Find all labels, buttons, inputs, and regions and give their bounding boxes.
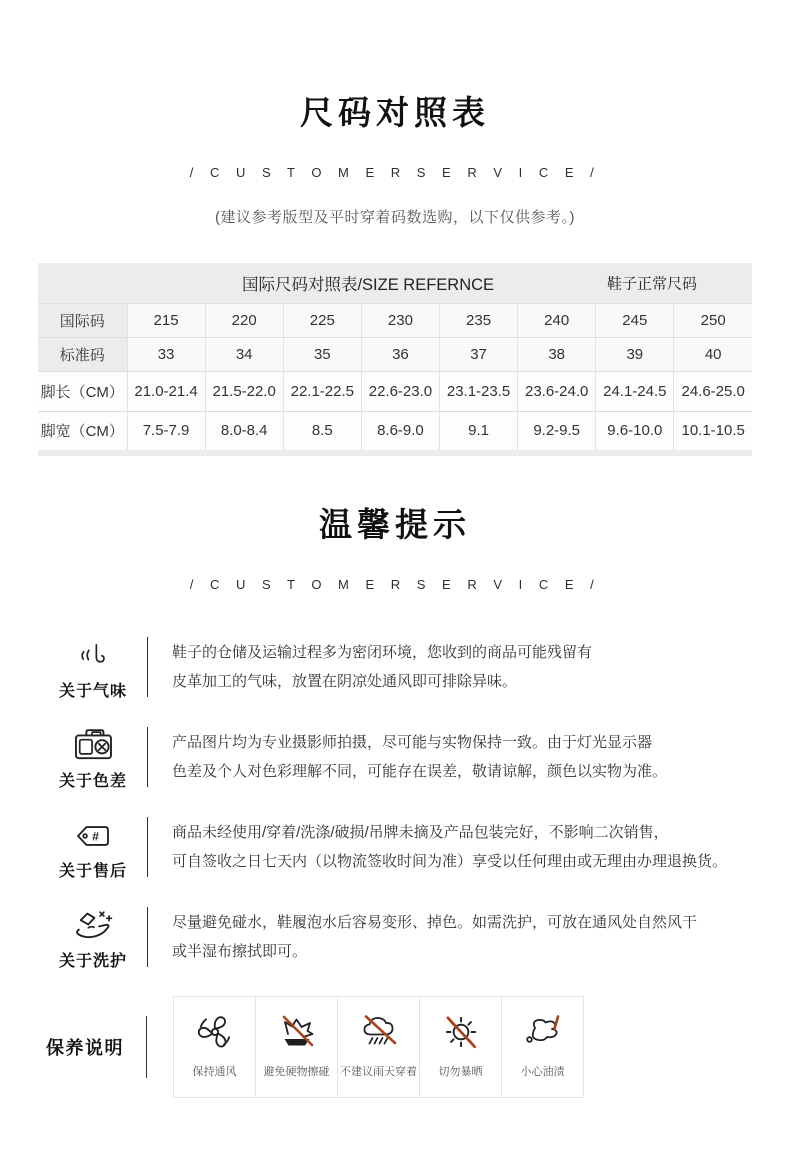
size-cell: 8.6-9.0 bbox=[361, 412, 439, 450]
tip-row-care bbox=[0, 892, 790, 982]
tip-label: 关于色差 bbox=[58, 772, 127, 790]
tip-text-line: 皮革加工的气味，放置在阴凉处通风即可排除异味。 bbox=[172, 672, 518, 690]
size-chart-title: 尺码对照表 bbox=[300, 94, 490, 131]
size-cell: 215 bbox=[127, 304, 205, 338]
size-row-label: 脚宽（CM） bbox=[38, 412, 127, 450]
tip-label: 关于洗护 bbox=[58, 952, 127, 970]
tip-row-odor bbox=[0, 622, 790, 712]
size-cell: 10.1-10.5 bbox=[674, 412, 752, 450]
no-sun-icon bbox=[440, 997, 482, 1053]
size-cell: 21.0-21.4 bbox=[127, 372, 205, 412]
size-table bbox=[38, 263, 752, 456]
tip-text-line: 色差及个人对色彩理解不同，可能存在误差，敬请谅解，颜色以实物为准。 bbox=[172, 762, 668, 780]
customer-service-tagline: / C U S T O M E R S E R V I C E / bbox=[189, 165, 601, 180]
size-cell: 8.5 bbox=[283, 412, 361, 450]
table-row bbox=[38, 304, 752, 338]
size-row-label: 标准码 bbox=[38, 338, 127, 372]
size-cell: 7.5-7.9 bbox=[127, 412, 205, 450]
size-row-label: 脚长（CM） bbox=[38, 372, 127, 412]
size-cell: 34 bbox=[205, 338, 283, 372]
tip-label: 关于售后 bbox=[58, 862, 127, 880]
svg-text:#: # bbox=[92, 829, 99, 844]
size-cell: 35 bbox=[283, 338, 361, 372]
size-chart-section bbox=[0, 0, 790, 227]
care-instructions bbox=[0, 996, 790, 1098]
size-table-header-right: 鞋子正常尺码 bbox=[606, 275, 698, 293]
table-row bbox=[38, 338, 752, 372]
size-table-header-left: 国际尺码对照表/SIZE REFERNCE bbox=[241, 276, 495, 294]
size-cell: 22.1-22.5 bbox=[283, 372, 361, 412]
tip-label: 关于气味 bbox=[58, 682, 127, 700]
care-box-label: 保持通风 bbox=[192, 1065, 237, 1078]
care-box-ventilation bbox=[173, 996, 256, 1098]
divider bbox=[147, 817, 148, 877]
size-cell: 9.6-10.0 bbox=[596, 412, 674, 450]
size-cell: 21.5-22.0 bbox=[205, 372, 283, 412]
size-cell: 9.1 bbox=[440, 412, 518, 450]
size-cell: 23.6-24.0 bbox=[518, 372, 596, 412]
tip-row-color bbox=[0, 712, 790, 802]
hand-wash-icon bbox=[72, 903, 114, 941]
size-cell: 225 bbox=[283, 304, 361, 338]
care-box-label: 不建议雨天穿着 bbox=[340, 1065, 417, 1078]
size-cell: 24.6-25.0 bbox=[674, 372, 752, 412]
size-cell: 9.2-9.5 bbox=[518, 412, 596, 450]
size-cell: 22.6-23.0 bbox=[361, 372, 439, 412]
nose-icon bbox=[76, 633, 110, 671]
care-box-label: 切勿暴晒 bbox=[438, 1065, 483, 1078]
size-row-label: 国际码 bbox=[38, 304, 127, 338]
divider bbox=[147, 907, 148, 967]
size-cell: 23.1-23.5 bbox=[440, 372, 518, 412]
size-cell: 39 bbox=[596, 338, 674, 372]
care-box-no-abrasion bbox=[255, 996, 338, 1098]
size-table-header bbox=[38, 263, 752, 303]
size-cell: 240 bbox=[518, 304, 596, 338]
no-abrasion-icon bbox=[275, 997, 319, 1053]
warm-tips-title: 温馨提示 bbox=[319, 505, 471, 543]
tip-text-line: 商品未经使用/穿着/洗涤/破损/吊牌未摘及产品包装完好，不影响二次销售， bbox=[172, 823, 669, 841]
tip-text-line: 产品图片均为专业摄影师拍摄，尽可能与实物保持一致。由于灯光显示器 bbox=[172, 733, 653, 751]
size-cell: 40 bbox=[674, 338, 752, 372]
tip-row-aftersales bbox=[0, 802, 790, 892]
size-cell: 220 bbox=[205, 304, 283, 338]
size-cell: 230 bbox=[361, 304, 439, 338]
size-cell: 245 bbox=[596, 304, 674, 338]
fan-icon bbox=[194, 997, 236, 1053]
size-cell: 37 bbox=[440, 338, 518, 372]
care-box-no-rain bbox=[337, 996, 420, 1098]
size-cell: 33 bbox=[127, 338, 205, 372]
oil-stain-icon bbox=[521, 997, 565, 1053]
no-rain-icon bbox=[357, 997, 401, 1053]
price-tag-icon bbox=[72, 813, 114, 851]
care-box-label: 小心油渍 bbox=[520, 1065, 565, 1078]
size-cell: 8.0-8.4 bbox=[205, 412, 283, 450]
divider bbox=[147, 727, 148, 787]
tip-text-line: 可自签收之日七天内（以物流签收时间为准）享受以任何理由或无理由办理退换货。 bbox=[172, 852, 728, 870]
size-cell: 38 bbox=[518, 338, 596, 372]
divider bbox=[147, 637, 148, 697]
size-cell: 235 bbox=[440, 304, 518, 338]
care-label: 保养说明 bbox=[46, 1037, 124, 1058]
customer-service-tagline: / C U S T O M E R S E R V I C E / bbox=[189, 576, 601, 592]
size-chart-note: (建议参考版型及平时穿着码数选购，以下仅供参考。) bbox=[215, 209, 575, 226]
tip-text-line: 尽量避免碰水，鞋履泡水后容易变形、掉色。如需洗护，可放在通风处自然风干 bbox=[172, 913, 698, 931]
size-cell: 24.1-24.5 bbox=[596, 372, 674, 412]
table-row bbox=[38, 372, 752, 412]
care-box-label: 避免硬物擦碰 bbox=[263, 1065, 330, 1078]
camera-icon bbox=[72, 723, 114, 761]
table-row bbox=[38, 412, 752, 450]
care-box-oil-stain bbox=[501, 996, 584, 1098]
size-cell: 250 bbox=[674, 304, 752, 338]
size-cell: 36 bbox=[361, 338, 439, 372]
tip-text-line: 或半湿布擦拭即可。 bbox=[172, 942, 308, 960]
divider bbox=[146, 1016, 147, 1078]
warm-tips-section bbox=[0, 456, 790, 592]
care-box-no-sun bbox=[419, 996, 502, 1098]
tip-text-line: 鞋子的仓储及运输过程多为密闭环境，您收到的商品可能残留有 bbox=[172, 643, 593, 661]
